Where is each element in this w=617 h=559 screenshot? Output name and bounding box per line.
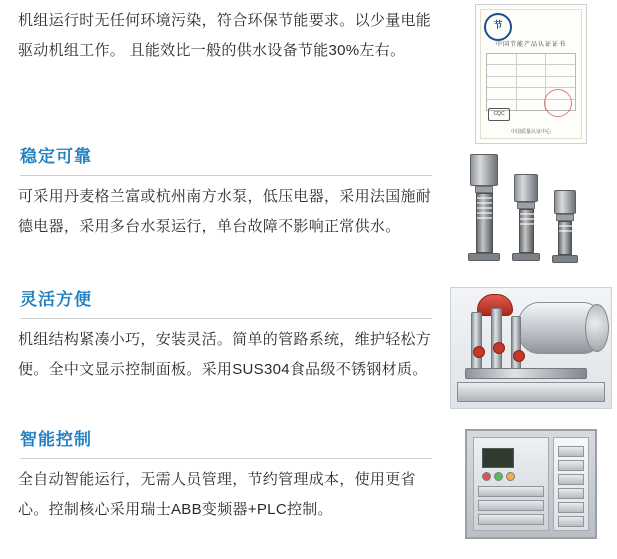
- certificate-footer: 中国质量认证中心: [510, 129, 551, 135]
- table-cell: [546, 65, 575, 75]
- section-heading-flexible-convenient: 灵活方便: [20, 290, 92, 309]
- table-cell: [487, 65, 517, 75]
- indicator-lamp-icon: [494, 472, 503, 481]
- section-intelligent-control-text-column: [0, 423, 445, 525]
- section-intro-body: 机组运行时无任何环境污染，符合环保节能要求。以少量电能驱动机组工作。 且能效比一般的供水设备节能30%左右。: [18, 12, 432, 59]
- pump-base: [552, 255, 578, 263]
- valve-handle-icon: [493, 342, 505, 354]
- terminal-row: [558, 488, 584, 499]
- section-intro-text-column: [0, 0, 445, 66]
- pump-body: [476, 193, 493, 253]
- heading-divider: [20, 458, 432, 459]
- pump-stage-ring: [559, 230, 574, 232]
- breaker-row: [478, 514, 544, 525]
- certificate-cqc-mark: CQC: [488, 108, 510, 121]
- cabinet-display-screen: [482, 448, 514, 468]
- table-cell: [487, 88, 517, 98]
- section-intelligent-control-body: 全自动智能运行，无需人员管理，节约管理成本，使用更省心。控制核心采用瑞士ABB变频器+PLC控制。: [18, 471, 416, 518]
- indicator-lamp-icon: [482, 472, 491, 481]
- section-flexible-convenient: [0, 283, 617, 423]
- section-heading-intelligent-control: 智能控制: [20, 430, 92, 449]
- section-intelligent-control: [0, 423, 617, 553]
- table-cell: [517, 77, 547, 87]
- section-flexible-convenient-text-column: [0, 283, 445, 385]
- table-row: [487, 65, 575, 76]
- pump-stage-ring: [477, 207, 492, 209]
- pump-stage-ring: [477, 212, 492, 214]
- terminal-row: [558, 474, 584, 485]
- pump-stage-ring: [559, 225, 574, 227]
- section-intro-image-column: [445, 0, 617, 144]
- pump-unit: [552, 190, 578, 260]
- section-stable-reliable: [0, 140, 617, 283]
- certificate-title: 中国节能产品认证证书: [495, 42, 566, 48]
- section-stable-reliable-body: 可采用丹麦格兰富或杭州南方水泵，低压电器，采用法国施耐德电器，采用多台水泵运行，单台故障不影响正常供水。: [18, 188, 432, 235]
- terminal-row: [558, 460, 584, 471]
- base-frame: [457, 382, 605, 402]
- pump-collar: [517, 202, 535, 209]
- plc-control-cabinet-image: [465, 429, 597, 539]
- table-cell: [487, 77, 517, 87]
- pump-stage-ring: [520, 223, 535, 225]
- terminal-row: [558, 502, 584, 513]
- pump-stage-ring: [520, 213, 535, 215]
- table-row: [487, 54, 575, 65]
- section-intro: [0, 0, 617, 140]
- pump-body: [519, 209, 534, 253]
- table-cell: [546, 77, 575, 87]
- cabinet-door: [473, 437, 549, 531]
- table-cell: [517, 88, 547, 98]
- terminal-row: [558, 516, 584, 527]
- pipe-riser: [471, 312, 482, 370]
- section-stable-reliable-image-column: [445, 140, 617, 264]
- pump-stage-ring: [477, 217, 492, 219]
- pipe-riser: [491, 308, 502, 370]
- terminal-row: [558, 446, 584, 457]
- breaker-row: [478, 486, 544, 497]
- certificate-logo-icon: 节: [484, 13, 512, 41]
- pump-base: [512, 253, 540, 261]
- cabinet-side-panel: [553, 437, 589, 531]
- pump-unit: [512, 174, 540, 260]
- breaker-row: [478, 500, 544, 511]
- table-cell: [546, 54, 575, 64]
- tank-end-cap: [585, 304, 609, 352]
- table-cell: [517, 100, 547, 110]
- section-heading-stable-reliable: 稳定可靠: [20, 147, 92, 166]
- heading-divider: [20, 318, 432, 319]
- pump-motor: [554, 190, 576, 214]
- pump-base: [468, 253, 500, 261]
- section-intelligent-control-image-column: [445, 423, 617, 539]
- pump-motor: [514, 174, 538, 202]
- pump-collar: [475, 186, 493, 193]
- pipe-manifold: [465, 368, 587, 379]
- pump-stage-ring: [520, 218, 535, 220]
- pump-stage-ring: [477, 197, 492, 199]
- energy-saving-certificate-image: [475, 4, 587, 144]
- pump-body: [558, 221, 572, 255]
- table-cell: [487, 54, 517, 64]
- section-flexible-convenient-image-column: [445, 283, 617, 409]
- section-stable-reliable-text-column: [0, 140, 445, 242]
- pump-stage-ring: [477, 202, 492, 204]
- table-row: [487, 77, 575, 88]
- certificate-red-stamp-icon: [544, 89, 572, 117]
- pump-unit: [468, 154, 500, 260]
- table-cell: [517, 54, 547, 64]
- stainless-steel-water-supply-unit-image: [450, 287, 612, 409]
- indicator-lamp-icon: [506, 472, 515, 481]
- valve-handle-icon: [513, 350, 525, 362]
- pump-motor: [470, 154, 498, 186]
- vertical-multistage-pumps-image: [456, 146, 606, 264]
- table-cell: [517, 65, 547, 75]
- section-flexible-convenient-body: 机组结构紧凑小巧，安装灵活。简单的管路系统，维护轻松方便。全中文显示控制面板。采用SUS304食品级不锈钢材质。: [18, 331, 432, 378]
- valve-handle-icon: [473, 346, 485, 358]
- heading-divider: [20, 175, 432, 176]
- pump-collar: [556, 214, 574, 221]
